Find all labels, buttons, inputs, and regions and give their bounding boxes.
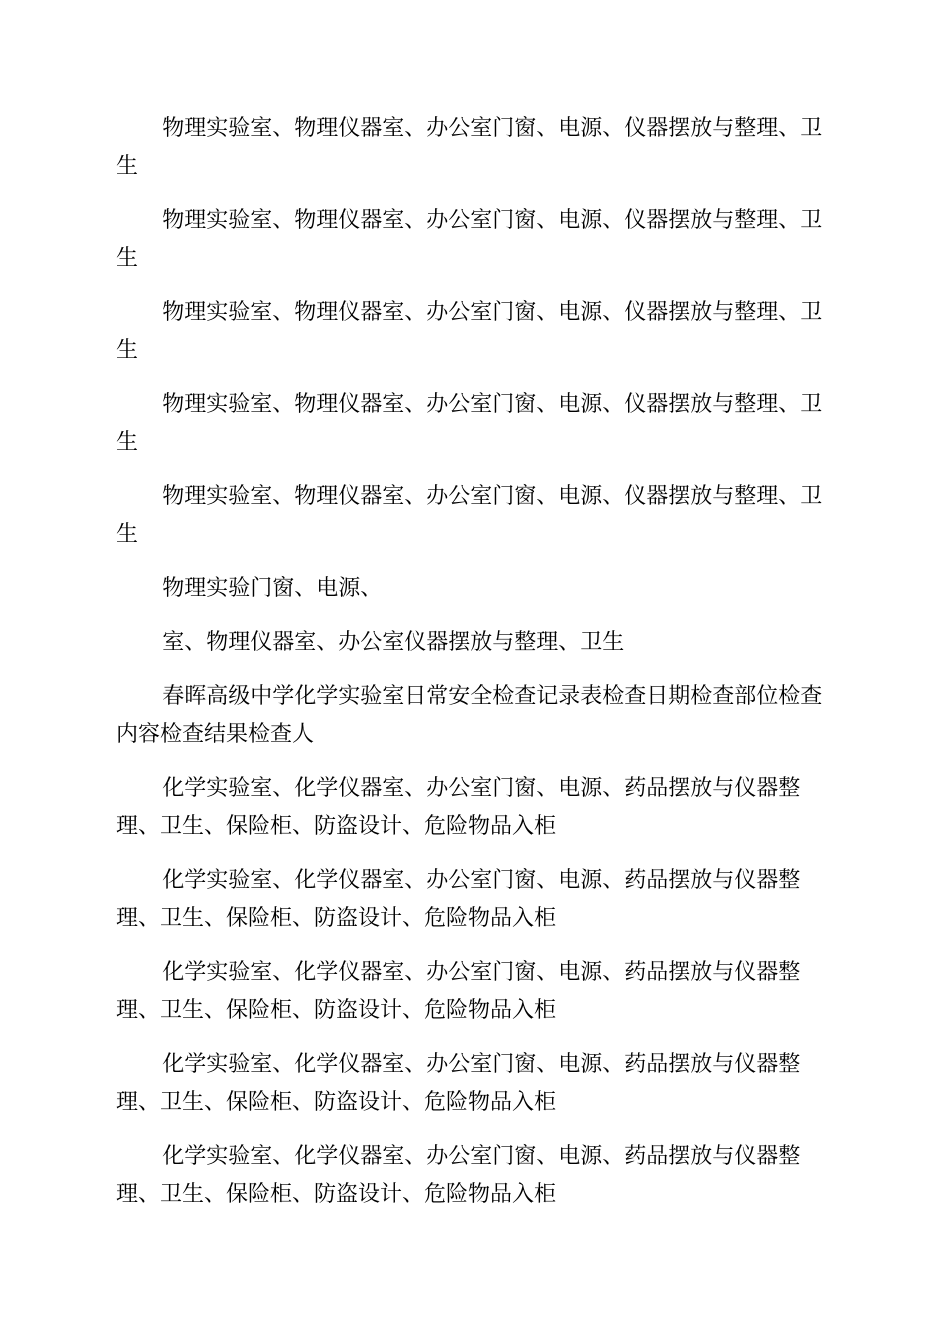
paragraph-chemistry-2: 化学实验室、化学仪器室、办公室门窗、电源、药品摆放与仪器整理、卫生、保险柜、防盗设计、危险物品入柜 <box>116 868 801 931</box>
document-body <box>116 110 836 1214</box>
paragraph-physics-fragment-1: 物理实验门窗、电源、 <box>162 576 383 601</box>
paragraph-chemistry-3: 化学实验室、化学仪器室、办公室门窗、电源、药品摆放与仪器整理、卫生、保险柜、防盗设计、危险物品入柜 <box>116 960 801 1023</box>
paragraph-chemistry-4: 化学实验室、化学仪器室、办公室门窗、电源、药品摆放与仪器整理、卫生、保险柜、防盗设计、危险物品入柜 <box>116 1052 801 1115</box>
paragraph-chemistry-heading: 春晖高级中学化学实验室日常安全检查记录表检查日期检查部位检查内容检查结果检查人 <box>116 684 823 747</box>
paragraph-physics-5: 物理实验室、物理仪器室、办公室门窗、电源、仪器摆放与整理、卫生 <box>116 484 823 547</box>
paragraph-chemistry-1: 化学实验室、化学仪器室、办公室门窗、电源、药品摆放与仪器整理、卫生、保险柜、防盗设计、危险物品入柜 <box>116 776 801 839</box>
paragraph-physics-1: 物理实验室、物理仪器室、办公室门窗、电源、仪器摆放与整理、卫生 <box>116 116 823 179</box>
paragraph-chemistry-5: 化学实验室、化学仪器室、办公室门窗、电源、药品摆放与仪器整理、卫生、保险柜、防盗设计、危险物品入柜 <box>116 1144 801 1207</box>
paragraph-physics-3: 物理实验室、物理仪器室、办公室门窗、电源、仪器摆放与整理、卫生 <box>116 300 823 363</box>
paragraph-physics-fragment-2: 室、物理仪器室、办公室仪器摆放与整理、卫生 <box>162 630 625 655</box>
paragraph-physics-2: 物理实验室、物理仪器室、办公室门窗、电源、仪器摆放与整理、卫生 <box>116 208 823 271</box>
paragraph-physics-4: 物理实验室、物理仪器室、办公室门窗、电源、仪器摆放与整理、卫生 <box>116 392 823 455</box>
